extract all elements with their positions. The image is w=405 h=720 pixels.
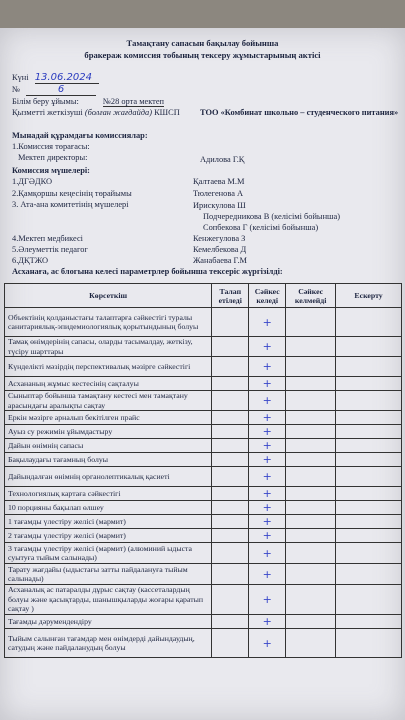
table-row <box>5 501 402 515</box>
row-indicator: Еркін мәзірге арналып бекітілген прайс <box>5 411 212 425</box>
provider-value-plain: КШСП <box>154 108 180 117</box>
check-mark: + <box>249 501 286 515</box>
commission-heading: Мынадай құрамдағы комиссиялар: <box>12 131 148 140</box>
row-indicator: Ауыз су режимін ұйымдастыру <box>5 425 212 439</box>
header-compliant: Сәйкес келеді <box>249 284 286 308</box>
row-indicator: Дайын өнімнің сапасы <box>5 439 212 453</box>
table-row <box>5 439 402 453</box>
check-mark: + <box>249 425 286 439</box>
check-mark: + <box>249 337 286 357</box>
table-row <box>5 391 402 411</box>
provider-note: (болған жағдайда) <box>84 108 152 117</box>
check-mark: + <box>249 453 286 467</box>
row-indicator: Объектінің қолданыстағы талаптарға сәйкестігі туралы санитариялық-эпидемиологиялық қорытындының болуы <box>5 308 212 337</box>
table-row <box>5 585 402 615</box>
member-name: Жанабаева Г.М <box>193 256 247 265</box>
inspection-intro: Асханаға, ас блогына келесі параметрлер бойынша тексеріс жүргізілді: <box>12 267 283 276</box>
member-name: Тюлегенова А <box>193 189 244 198</box>
number-value: 6 <box>26 84 96 96</box>
header-indicator: Көрсеткіш <box>5 284 212 308</box>
background-strip <box>0 0 405 28</box>
member-name: Қалтаева М.М <box>193 177 245 186</box>
member-name: Кемелбекова Д <box>193 245 247 254</box>
row-indicator: 10 порцияны бақылап өлшеу <box>5 501 212 515</box>
table-header-row <box>5 284 402 308</box>
member-label: 1.ДГӘДКО <box>12 177 53 186</box>
check-mark: + <box>249 515 286 529</box>
row-indicator: 2 тағамды үлестіру желісі (мармит) <box>5 529 212 543</box>
chair-label: 1.Комиссия төрағасы: <box>12 142 90 151</box>
table-row <box>5 515 402 529</box>
member-label: 3. Ата-ана комитетінің мүшелері <box>12 200 129 209</box>
row-indicator: Асхананың жұмыс кестесінің сақталуы <box>5 377 212 391</box>
org-label: Білім беру ұйымы: <box>12 97 79 106</box>
check-mark: + <box>249 467 286 487</box>
members-heading: Комиссия мүшелері: <box>12 166 90 175</box>
member-name: Ирискулова Ш <box>193 201 246 210</box>
row-indicator: 1 тағамды үлестіру желісі (мармит) <box>5 515 212 529</box>
org-value: №28 орта мектеп <box>102 97 165 106</box>
row-indicator: Тыйым салынған тағамдар мен өнімдерді дайындаудың, сатудың және пайдаланудың болуы <box>5 629 212 658</box>
date-value: 13.06.2024 <box>35 72 99 84</box>
number-label: № <box>12 85 20 94</box>
table-row <box>5 453 402 467</box>
row-indicator: Тамақ өнімдерінің сапасы, оларды тасымалдау, жеткізу, түсіру шарттары <box>5 337 212 357</box>
director-name: Адилова Г.Қ <box>200 155 245 164</box>
number-row <box>12 84 96 96</box>
director-label: Мектеп директоры: <box>18 153 88 162</box>
check-mark: + <box>249 543 286 564</box>
header-note: Ескерту <box>336 284 402 308</box>
table-row <box>5 629 402 658</box>
org-row <box>12 97 164 107</box>
table-row <box>5 357 402 377</box>
inspection-table <box>4 283 402 658</box>
check-mark: + <box>249 308 286 337</box>
check-mark: + <box>249 377 286 391</box>
table-row <box>5 308 402 337</box>
table-row <box>5 411 402 425</box>
title-line-1: Тамақтану сапасын бақылау бойынша <box>126 38 279 48</box>
check-mark: + <box>249 629 286 658</box>
check-mark: + <box>249 411 286 425</box>
row-indicator: Технологиялық картаға сәйкестігі <box>5 487 212 501</box>
check-mark: + <box>249 529 286 543</box>
table-row <box>5 337 402 357</box>
row-indicator: Тарату жағдайы (ыдыстағы затты пайдалануға тыйым салынады) <box>5 564 212 585</box>
member-label: 4.Мектеп медбикесі <box>12 234 83 243</box>
header-required: Талап етіледі <box>212 284 249 308</box>
member-name: Сопбекова Г (келісімі бойынша) <box>203 223 319 232</box>
table-row <box>5 529 402 543</box>
table-row <box>5 425 402 439</box>
provider-row <box>12 108 180 117</box>
header-noncompliant: Сәйкес келмейді <box>286 284 336 308</box>
table-row <box>5 615 402 629</box>
member-name: Кенжегулова З <box>193 234 246 243</box>
check-mark: + <box>249 585 286 615</box>
row-indicator: Күнделікті мәзірдің перспективалық мәзірге сәйкестігі <box>5 357 212 377</box>
provider-label: Қызметті жеткізуші <box>12 108 83 117</box>
date-label: Күні <box>12 73 29 82</box>
check-mark: + <box>249 357 286 377</box>
table-row <box>5 467 402 487</box>
provider-value-bold: ТОО «Комбинат школьно – студенческого питания» <box>200 108 399 117</box>
check-mark: + <box>249 391 286 411</box>
row-indicator: Тағамды дәрумендендіру <box>5 615 212 629</box>
row-indicator: Дайындалған өнімнің органолептикалық қасиеті <box>5 467 212 487</box>
member-label: 5.Әлеуметтік педагог <box>12 245 88 254</box>
title-line-2: бракераж комиссия тобының тексеру жұмыстарының актісі <box>84 50 321 60</box>
row-indicator: Сыныптар бойынша тамақтану кестесі мен тамақтану арасындағы аралықты сақтау <box>5 391 212 411</box>
table-row <box>5 377 402 391</box>
check-mark: + <box>249 615 286 629</box>
row-indicator: Асханалық ас патаралды дұрыс сақтау (кассеталардың болуы және қасықтарды, шанышқыларды жоғары қаратып сақтау ) <box>5 585 212 615</box>
member-name: Подчередникова В (келісімі бойынша) <box>203 212 340 221</box>
row-indicator: Бақылаудағы тағамның болуы <box>5 453 212 467</box>
date-row <box>12 72 99 84</box>
table-row <box>5 487 402 501</box>
row-indicator: 3 тағамды үлестіру желісі (мармит) (алюминий ыдыста суытуға тыйым салынады) <box>5 543 212 564</box>
check-mark: + <box>249 439 286 453</box>
member-label: 6.ДҚТЖО <box>12 256 49 265</box>
check-mark: + <box>249 487 286 501</box>
table-row <box>5 543 402 564</box>
member-label: 2.Қамқоршы кеңесінің төрайымы <box>12 189 132 198</box>
check-mark: + <box>249 564 286 585</box>
table-row <box>5 564 402 585</box>
